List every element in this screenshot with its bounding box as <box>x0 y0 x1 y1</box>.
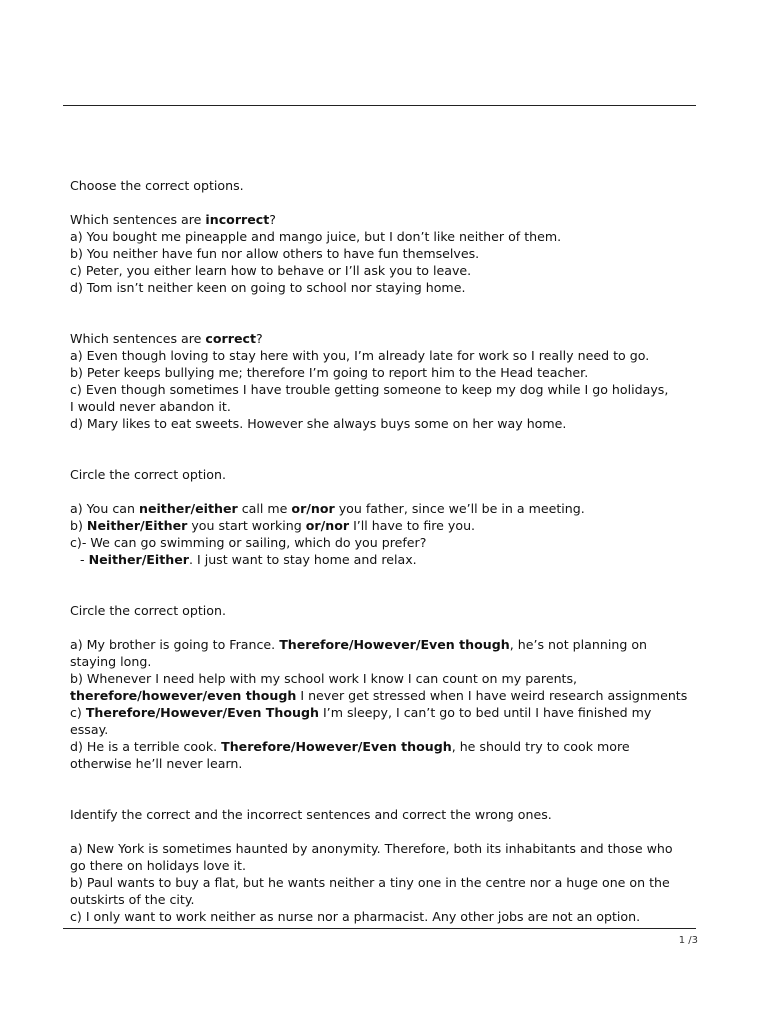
s1-item-b: b) You neither have fun nor allow others to have fun themselves. <box>70 246 480 261</box>
s4-item-d-cont: otherwise he’ll never learn. <box>70 756 243 771</box>
s4-item-c: c) Therefore/However/Even Though I’m sleepy, I can’t go to bed until I have finished my <box>70 705 652 720</box>
header-rule <box>63 105 696 106</box>
s4-item-b: b) Whenever I need help with my school work I know I can count on my parents, <box>70 671 578 686</box>
question-correct: Which sentences are correct? <box>70 331 263 346</box>
s4-item-c-cont: essay. <box>70 722 109 737</box>
footer-rule <box>63 928 696 929</box>
page-number: 1 /3 <box>678 935 698 946</box>
s2-item-c-line2: I would never abandon it. <box>70 399 231 414</box>
s5-item-b-cont: outskirts of the city. <box>70 892 195 907</box>
s4-item-a-cont: staying long. <box>70 654 152 669</box>
s3-item-c: c)- We can go swimming or sailing, which do you prefer? <box>70 535 427 550</box>
s3-title: Circle the correct option. <box>70 467 226 482</box>
s4-item-a: a) My brother is going to France. Therefore/However/Even though, he’s not planning on <box>70 637 648 652</box>
s5-item-a-cont: go there on holidays love it. <box>70 858 246 873</box>
s1-item-d: d) Tom isn’t neither keen on going to school nor staying home. <box>70 280 466 295</box>
s4-item-b-cont: therefore/however/even though I never get stressed when I have weird research assignments <box>70 688 688 703</box>
s3-item-a: a) You can neither/either call me or/nor you father, since we’ll be in a meeting. <box>70 501 585 516</box>
question-incorrect: Which sentences are incorrect? <box>70 212 276 227</box>
s5-item-a: a) New York is sometimes haunted by anonymity. Therefore, both its inhabitants and those who <box>70 841 673 856</box>
s4-title: Circle the correct option. <box>70 603 226 618</box>
s5-title: Identify the correct and the incorrect sentences and correct the wrong ones. <box>70 807 552 822</box>
s5-item-c: c) I only want to work neither as nurse nor a pharmacist. Any other jobs are not an option. <box>70 909 641 924</box>
s1-item-a: a) You bought me pineapple and mango juice, but I don’t like neither of them. <box>70 229 562 244</box>
s3-item-c-reply: - Neither/Either. I just want to stay home and relax. <box>80 552 417 567</box>
s2-item-d: d) Mary likes to eat sweets. However she always buys some on her way home. <box>70 416 567 431</box>
s2-item-a: a) Even though loving to stay here with you, I’m already late for work so I really need to go. <box>70 348 650 363</box>
s2-item-b: b) Peter keeps bullying me; therefore I’m going to report him to the Head teacher. <box>70 365 589 380</box>
s4-item-d: d) He is a terrible cook. Therefore/However/Even though, he should try to cook more <box>70 739 630 754</box>
worksheet-content <box>70 177 700 925</box>
s5-item-b: b) Paul wants to buy a flat, but he wants neither a tiny one in the centre nor a huge one on the <box>70 875 670 890</box>
s1-item-c: c) Peter, you either learn how to behave or I’ll ask you to leave. <box>70 263 472 278</box>
s3-item-b: b) Neither/Either you start working or/nor I’ll have to fire you. <box>70 518 476 533</box>
instruction-choose: Choose the correct options. <box>70 178 244 193</box>
s2-item-c-line1: c) Even though sometimes I have trouble getting someone to keep my dog while I go holidays, <box>70 382 669 397</box>
